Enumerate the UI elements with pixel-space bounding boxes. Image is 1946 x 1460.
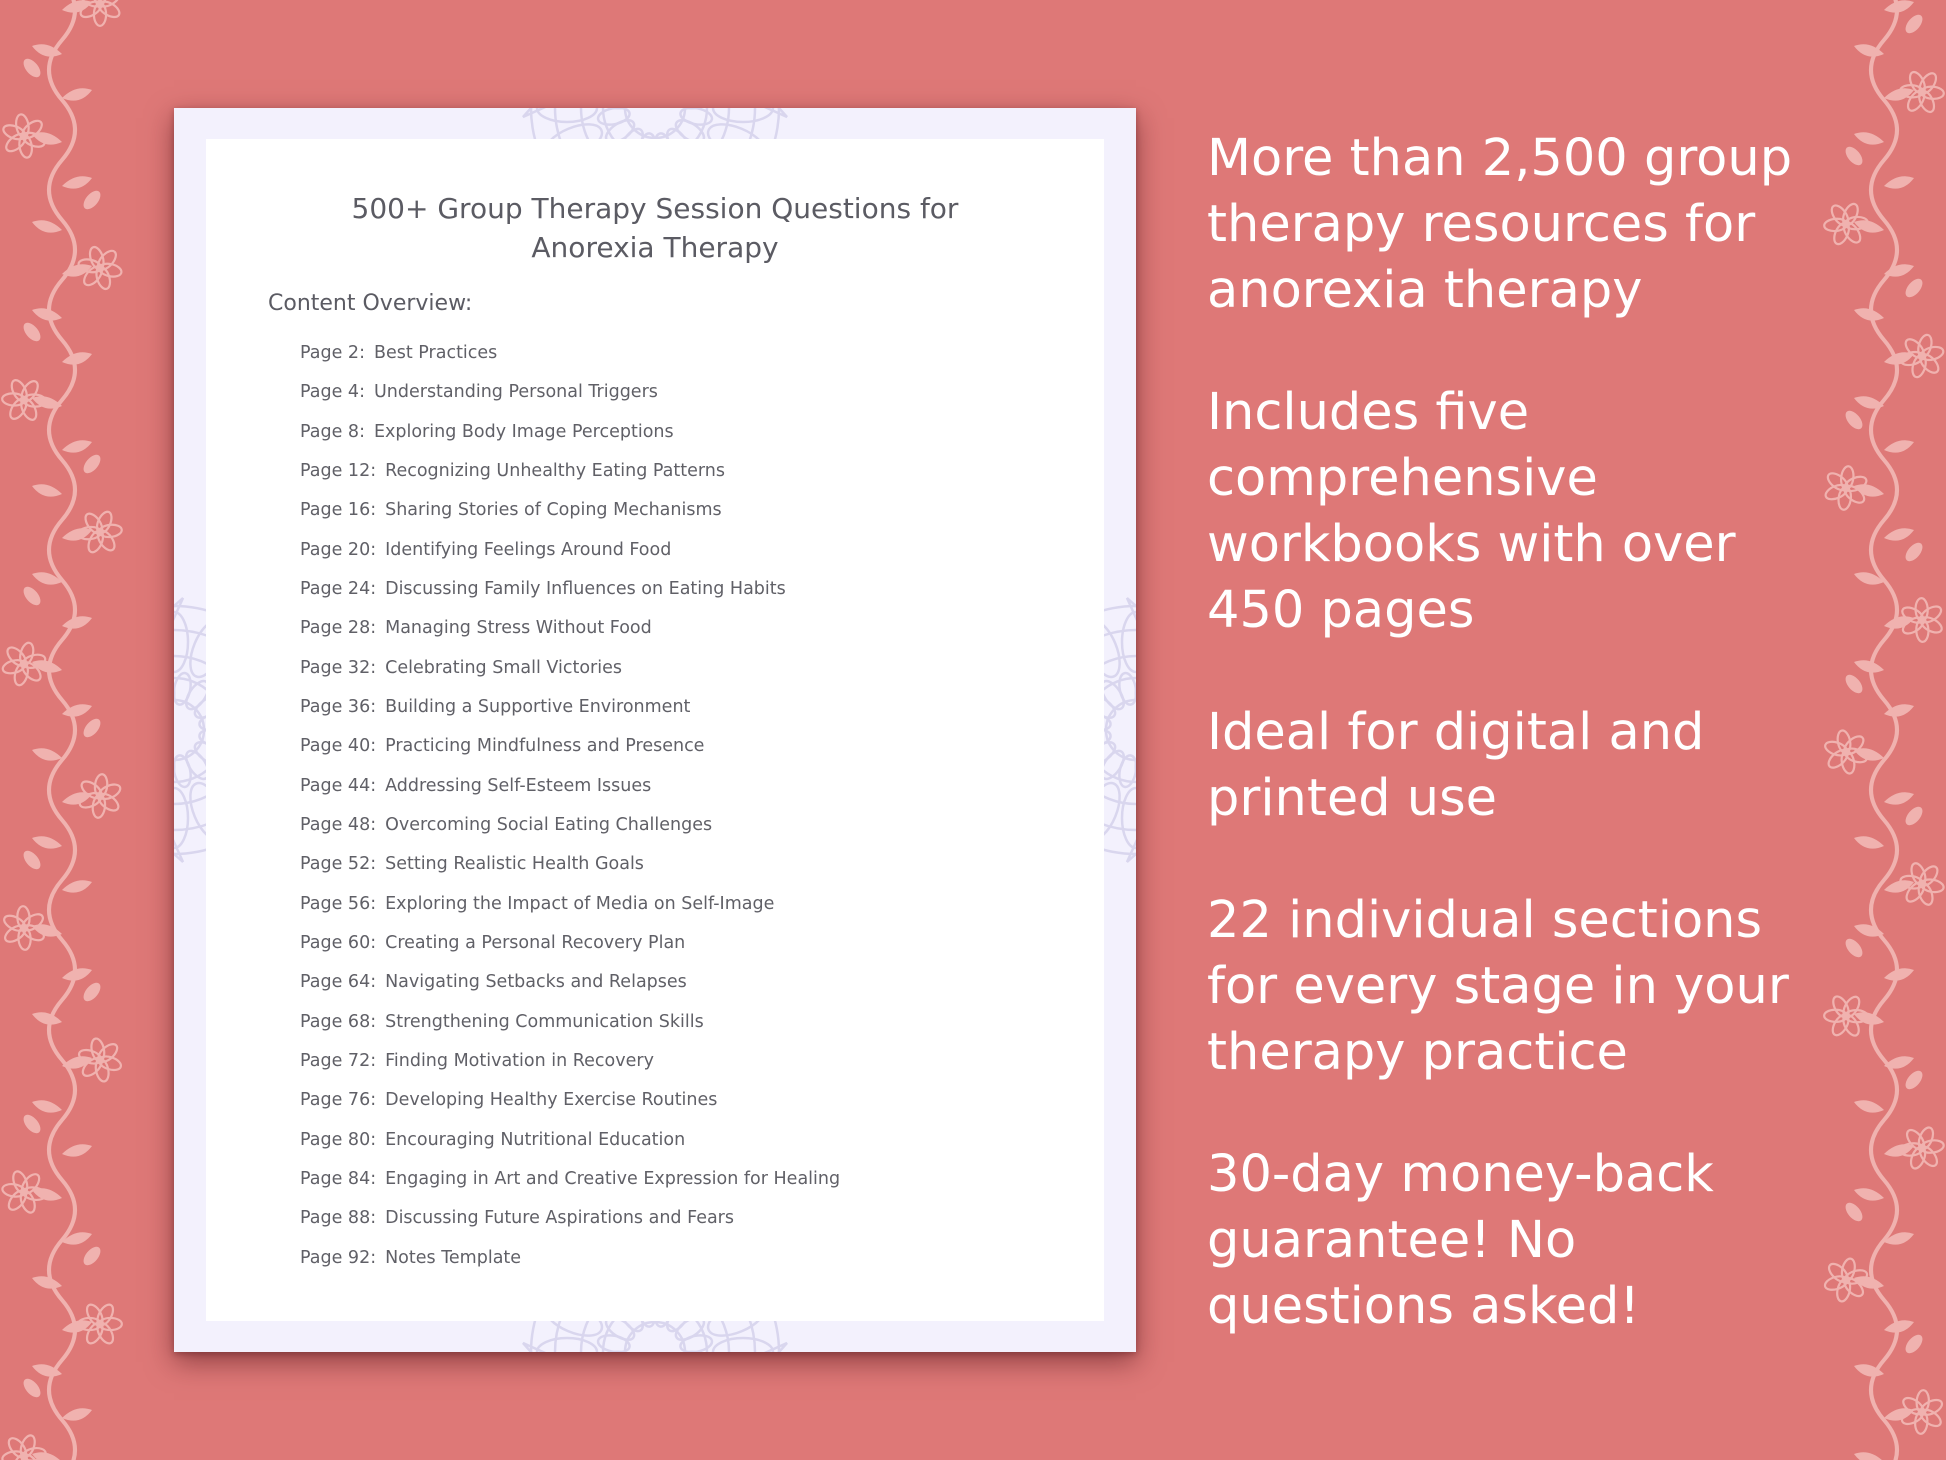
toc-item: [300, 734, 840, 773]
toc-page-number: Page 56:: [300, 893, 377, 914]
toc-page-number: Page 76:: [300, 1090, 377, 1111]
toc-item: [300, 538, 840, 577]
toc-page-number: Page 24:: [300, 578, 377, 599]
toc-title: Finding Motivation in Recovery: [385, 1050, 654, 1071]
toc-item: [300, 498, 840, 537]
toc-title: Encouraging Nutritional Education: [385, 1129, 686, 1150]
toc-title: Celebrating Small Victories: [385, 657, 622, 678]
document-sheet: [174, 108, 1136, 1352]
toc-title: Recognizing Unhealthy Eating Patterns: [385, 460, 725, 481]
toc-item: [300, 931, 840, 970]
table-of-contents: [300, 341, 840, 1285]
feature-claim-line: 450 pages: [1207, 581, 1475, 640]
feature-claim-line: More than 2,500 group: [1207, 129, 1793, 188]
toc-title: Setting Realistic Health Goals: [385, 854, 644, 875]
toc-title: Discussing Family Influences on Eating Habits: [385, 578, 786, 599]
toc-page-number: Page 20:: [300, 539, 377, 560]
toc-title: Best Practices: [373, 343, 498, 363]
toc-item: [300, 1167, 840, 1206]
document-title-line-1: 500+ Group Therapy Session Questions for: [351, 192, 959, 225]
feature-claim-line: questions asked!: [1207, 1277, 1640, 1336]
toc-title: Exploring the Impact of Media on Self-Image: [385, 893, 775, 914]
toc-title: Overcoming Social Eating Challenges: [385, 814, 713, 835]
feature-claim: [1207, 380, 1907, 644]
toc-item: [300, 459, 840, 498]
feature-claim-line: anorexia therapy: [1207, 261, 1643, 320]
toc-title: Strengthening Communication Skills: [385, 1011, 704, 1032]
feature-claim-line: 22 individual sections: [1207, 891, 1763, 950]
toc-item: [300, 420, 840, 459]
toc-page-number: Page 32:: [300, 657, 377, 678]
feature-claim: [1207, 126, 1907, 324]
toc-page-number: Page 4:: [300, 382, 365, 403]
toc-item: [300, 892, 840, 931]
toc-title: Managing Stress Without Food: [385, 618, 652, 639]
toc-title: Engaging in Art and Creative Expression for Healing: [385, 1168, 841, 1189]
toc-page-number: Page 8:: [300, 421, 365, 442]
content-overview-heading: Content Overview:: [268, 291, 473, 316]
toc-page-number: Page 12:: [300, 460, 377, 481]
toc-title: Addressing Self-Esteem Issues: [385, 775, 652, 796]
left-floral-vine-icon: [0, 0, 130, 1460]
toc-page-number: Page 68:: [300, 1011, 377, 1032]
toc-page-number: Page 84:: [300, 1168, 377, 1189]
toc-title: Creating a Personal Recovery Plan: [385, 932, 686, 953]
toc-page-number: Page 44:: [300, 775, 377, 796]
toc-item: [300, 1088, 840, 1127]
toc-item: [300, 577, 840, 616]
feature-claim: [1207, 700, 1907, 832]
toc-page-number: Page 80:: [300, 1129, 377, 1150]
toc-item: [300, 813, 840, 852]
toc-item: [300, 1049, 840, 1088]
toc-page-number: Page 92:: [300, 1247, 377, 1268]
toc-page-number: Page 28:: [300, 618, 377, 639]
feature-claim-line: Includes five: [1207, 383, 1530, 442]
toc-page-number: Page 16:: [300, 500, 377, 521]
feature-claim-line: comprehensive: [1207, 449, 1598, 508]
toc-title: Practicing Mindfulness and Presence: [385, 736, 705, 757]
toc-item: [300, 695, 840, 734]
document-title-line-2: Anorexia Therapy: [531, 231, 779, 264]
toc-item: [300, 852, 840, 891]
toc-title: Sharing Stories of Coping Mechanisms: [385, 500, 722, 521]
feature-claim-line: Ideal for digital and: [1207, 703, 1705, 762]
toc-item: [300, 774, 840, 813]
feature-claim-line: therapy resources for: [1207, 195, 1756, 254]
toc-page-number: Page 52:: [300, 854, 377, 875]
toc-item: [300, 380, 840, 419]
toc-title: Understanding Personal Triggers: [373, 382, 658, 403]
feature-claim: [1207, 1142, 1907, 1340]
toc-page-number: Page 36:: [300, 696, 377, 717]
toc-title: Identifying Feelings Around Food: [385, 539, 672, 560]
toc-page-number: Page 60:: [300, 932, 377, 953]
document-page: [206, 139, 1104, 1321]
toc-page-number: Page 72:: [300, 1050, 377, 1071]
feature-claim-line: workbooks with over: [1207, 515, 1736, 574]
toc-item: [300, 616, 840, 655]
feature-claim-line: printed use: [1207, 769, 1498, 828]
feature-claim-line: for every stage in your: [1207, 957, 1789, 1016]
toc-page-number: Page 88:: [300, 1208, 377, 1229]
toc-title: Exploring Body Image Perceptions: [373, 421, 674, 442]
toc-page-number: Page 40:: [300, 736, 377, 757]
feature-claim-line: 30-day money-back: [1207, 1145, 1714, 1204]
toc-title: Developing Healthy Exercise Routines: [385, 1090, 718, 1111]
toc-title: Notes Template: [385, 1247, 522, 1268]
document-title: [206, 189, 1104, 267]
toc-item: [300, 1128, 840, 1167]
feature-claim-line: therapy practice: [1207, 1023, 1628, 1082]
toc-title: Discussing Future Aspirations and Fears: [385, 1208, 734, 1229]
feature-claim: [1207, 888, 1907, 1086]
toc-item: [300, 656, 840, 695]
toc-item: [300, 970, 840, 1009]
toc-page-number: Page 2:: [300, 343, 365, 363]
toc-item: [300, 1010, 840, 1049]
toc-title: Building a Supportive Environment: [385, 696, 691, 717]
feature-claim-line: guarantee! No: [1207, 1211, 1577, 1270]
toc-page-number: Page 64:: [300, 972, 377, 993]
feature-list: [1207, 126, 1907, 1396]
toc-title: Navigating Setbacks and Relapses: [385, 972, 687, 993]
toc-item: [300, 1206, 840, 1245]
toc-page-number: Page 48:: [300, 814, 377, 835]
toc-item: [300, 1246, 840, 1285]
toc-item: [300, 341, 840, 380]
